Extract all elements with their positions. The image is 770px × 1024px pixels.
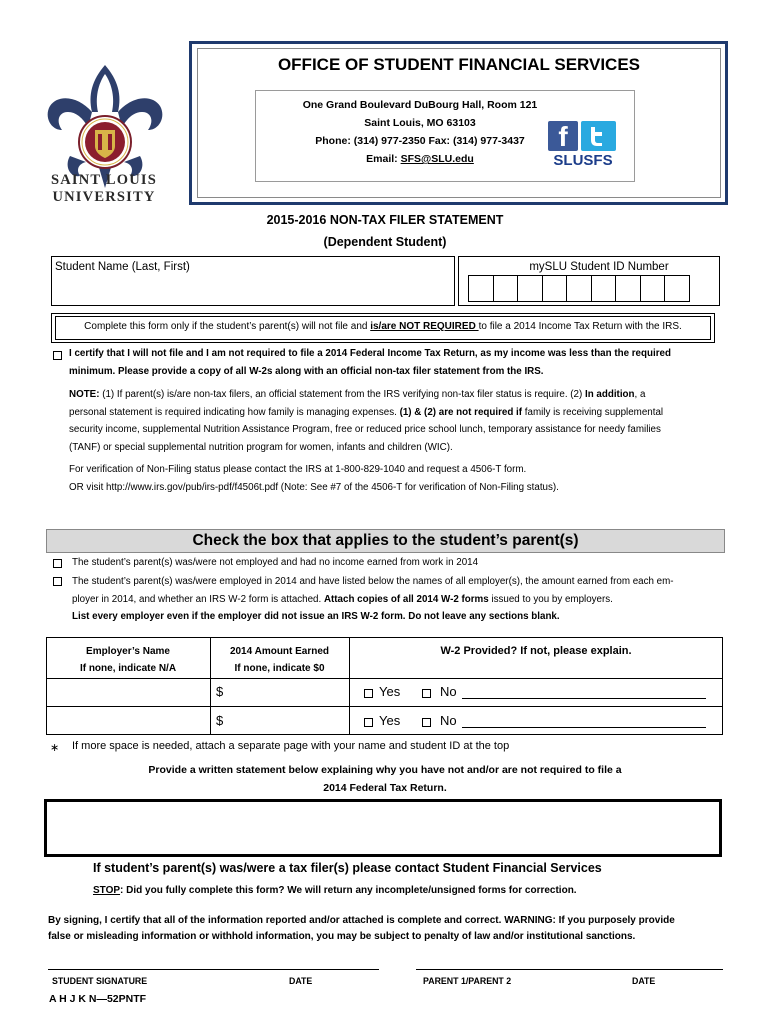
w2-yes-checkbox[interactable]: [364, 718, 373, 727]
city-line: Saint Louis, MO 63103: [364, 117, 476, 129]
tax-filer-contact: If student’s parent(s) was/were a tax filer(s) please contact Student Financial Services: [93, 861, 602, 875]
table-divider: [46, 678, 723, 679]
student-id-cells: [468, 275, 689, 302]
w2-explain-field[interactable]: [462, 727, 706, 728]
form-code: A H J K N—52PNTF: [49, 993, 147, 1005]
id-digit-cell[interactable]: [566, 275, 592, 302]
student-id-label: mySLU Student ID Number: [529, 261, 669, 273]
parent-signature-label: PARENT 1/PARENT 2: [423, 976, 512, 986]
w2-yes-checkbox[interactable]: [364, 689, 373, 698]
email-line: Email: SFS@SLU.edu: [366, 153, 474, 165]
w2-provided-header: W-2 Provided? If not, please explain.: [440, 645, 632, 657]
form-subtitle: (Dependent Student): [323, 235, 447, 249]
id-digit-cell[interactable]: [615, 275, 641, 302]
employer-name-header: Employer’s Name If none, indicate N/A: [79, 646, 177, 674]
student-date-label: DATE: [289, 976, 313, 986]
w2-no-label: No: [440, 684, 457, 699]
parent-date-label: DATE: [632, 976, 656, 986]
complete-only-instruction: Complete this form only if the student’s parent(s) will not file and is/are NOT REQUIRED to file a 2014 Income Tax Return with the IRS.: [84, 321, 682, 332]
w2-no-checkbox[interactable]: [422, 718, 431, 727]
office-title: OFFICE OF STUDENT FINANCIAL SERVICES: [277, 55, 641, 74]
parent-signature-line[interactable]: [416, 969, 723, 970]
facebook-icon[interactable]: f: [548, 121, 578, 151]
id-digit-cell[interactable]: [542, 275, 568, 302]
option-employed-checkbox[interactable]: [53, 577, 62, 586]
student-signature-line[interactable]: [48, 969, 379, 970]
option-employed-text: The student’s parent(s) was/were employed in 2014 and have listed below the names of all employer(s), the amount earned from each em- ployer in 2014, and whether an IRS W-2 form is attached. Attach copies of all 2014 W-2 forms issued to you by employers. List every employer even if the employer did not issue an IRS W-2 form. Do not leave any sections blank.: [72, 576, 674, 622]
w2-no-label: No: [440, 713, 457, 728]
certify-statement: I certify that I will not file and I am not required to file a 2014 Federal Income Tax Return, as my income was less than the required minimum. Please provide a copy of all W-2s along with an official non-tax filer statement from the IRS.: [69, 348, 671, 377]
written-statement-field[interactable]: [44, 799, 722, 857]
form-title: 2015-2016 NON-TAX FILER STATEMENT: [266, 213, 504, 227]
university-name: SAINT LOUIS UNIVERSITY: [50, 172, 157, 205]
w2-yes-label: Yes: [379, 684, 401, 699]
email-link[interactable]: SFS@SLU.edu: [400, 153, 474, 165]
amount-currency: $: [216, 684, 224, 699]
address-line: One Grand Boulevard DuBourg Hall, Room 121: [302, 99, 538, 111]
social-handle: SLUSFS: [553, 152, 613, 169]
id-digit-cell[interactable]: [664, 275, 690, 302]
verification-paragraph: For verification of Non-Filing status please contact the IRS at 1-800-829-1040 and request a 4506-T form. OR visit http://www.irs.gov/pub/irs-pdf/f4506t.pdf (Note: See #7 of the 4506-T for verification of Non-Filing status).: [69, 464, 559, 493]
more-space-note: If more space is needed, attach a separate page with your name and student ID at the top: [72, 740, 510, 752]
id-digit-cell[interactable]: [493, 275, 519, 302]
option-not-employed-text: The student’s parent(s) was/were not employed and had no income earned from work in 2014: [72, 557, 479, 568]
certify-checkbox[interactable]: [53, 351, 62, 360]
w2-yes-label: Yes: [379, 713, 401, 728]
amount-earned-header: 2014 Amount Earned If none, indicate $0: [229, 646, 330, 674]
student-signature-label: STUDENT SIGNATURE: [52, 976, 148, 986]
note-paragraph: NOTE: (1) If parent(s) is/are non-tax filers, an official statement from the IRS verifying non-tax filer status is require. (2) In addition, a personal statement is required indicating how family is managing expenses. (1) & (2) are not required if family is receiving supplemental security income, supplemental Nutrition Assistance Program, free or reduced price school lunch, temporary assistance for needy families (TANF) or special supplemental nutrition program for women, infants and children (WIC).: [69, 389, 664, 453]
id-digit-cell[interactable]: [517, 275, 543, 302]
certification-warning: By signing, I certify that all of the information reported and/or attached is complete and correct. WARNING: If you purposely provide false or misleading information or withhold information, you may be subject to penalty of law and/or institutional sanctions.: [48, 915, 675, 942]
id-digit-cell[interactable]: [468, 275, 494, 302]
table-divider: [46, 706, 723, 707]
twitter-icon[interactable]: [581, 121, 616, 151]
bullet-icon: ∗: [50, 742, 60, 754]
statement-instruction: Provide a written statement below explaining why you have not and/or are not required to file a 2014 Federal Tax Return.: [148, 764, 622, 794]
w2-no-checkbox[interactable]: [422, 689, 431, 698]
option-not-employed-checkbox[interactable]: [53, 559, 62, 568]
check-section-heading: Check the box that applies to the student’s parent(s): [46, 529, 725, 553]
student-name-label: Student Name (Last, First): [55, 261, 190, 273]
id-digit-cell[interactable]: [591, 275, 617, 302]
w2-explain-field[interactable]: [462, 698, 706, 699]
amount-currency: $: [216, 713, 224, 728]
phone-line: Phone: (314) 977-2350 Fax: (314) 977-3437: [315, 135, 525, 147]
stop-notice: STOP: Did you fully complete this form? We will return any incomplete/unsigned forms for correction.: [93, 885, 577, 896]
id-digit-cell[interactable]: [640, 275, 666, 302]
